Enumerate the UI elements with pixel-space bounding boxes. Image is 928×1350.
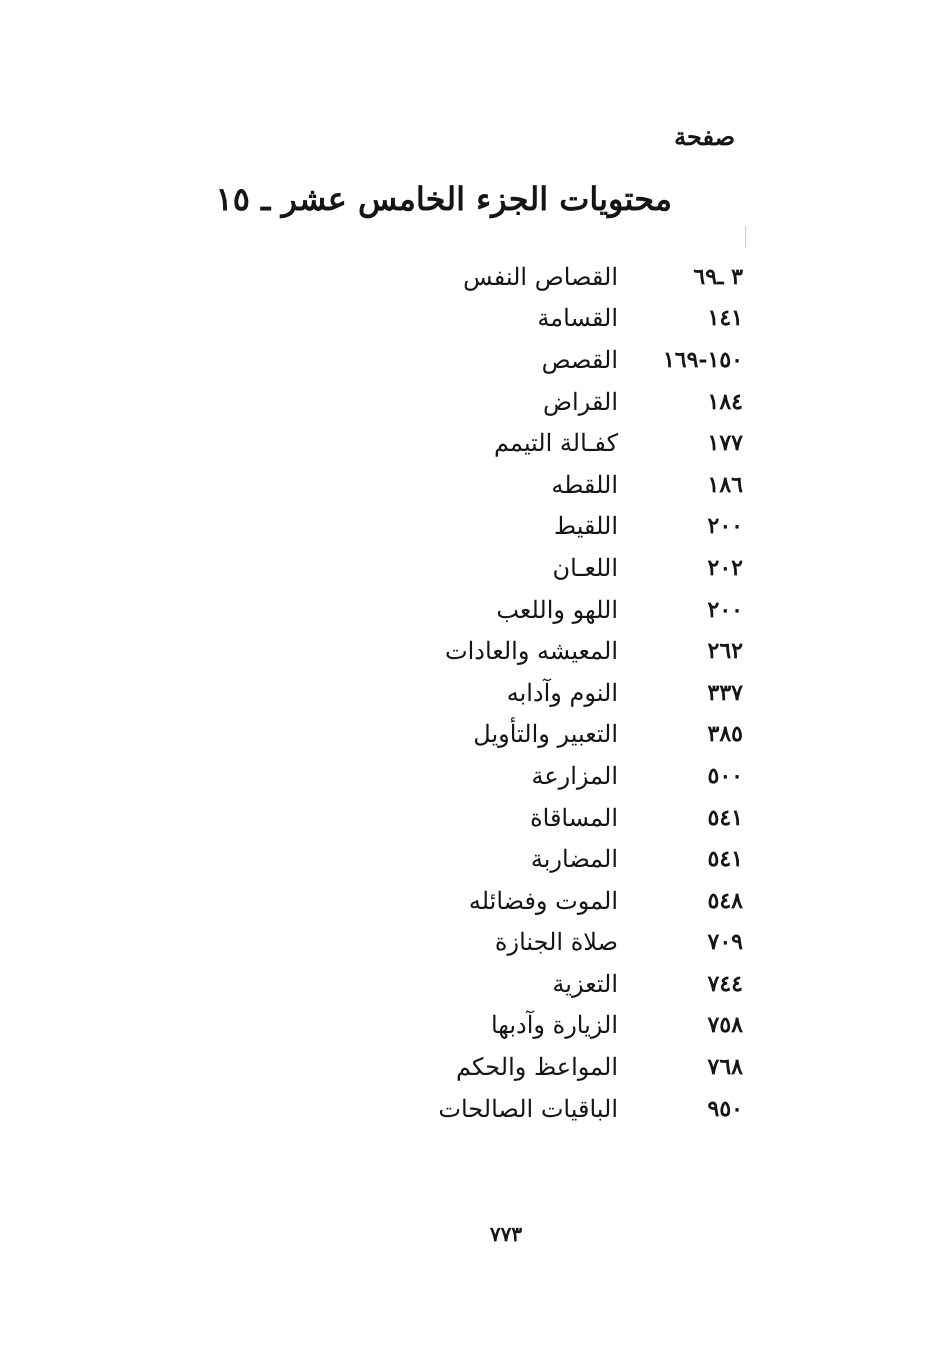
toc-row xyxy=(223,880,743,922)
table-of-contents xyxy=(223,256,743,1129)
toc-row xyxy=(223,1005,743,1047)
toc-row xyxy=(223,298,743,340)
toc-page-number: ٣٣٧ xyxy=(707,679,743,706)
toc-topic: التعزية xyxy=(552,969,618,998)
toc-page-number: ١٨٦ xyxy=(707,471,743,498)
toc-row xyxy=(223,755,743,797)
toc-row xyxy=(223,381,743,423)
toc-page-number: ٥٤٨ xyxy=(707,887,743,914)
toc-page-number: ١٨٤ xyxy=(707,388,743,415)
toc-row xyxy=(223,1088,743,1130)
toc-page-number: ٧٦٨ xyxy=(707,1054,743,1081)
margin-mark xyxy=(745,226,746,248)
toc-row xyxy=(223,630,743,672)
toc-topic: النوم وآدابه xyxy=(506,678,618,707)
toc-page-number: ٣ ـ٦٩ xyxy=(693,263,743,290)
toc-row xyxy=(223,589,743,631)
toc-row xyxy=(223,797,743,839)
page-column-heading: صفحة xyxy=(674,122,735,151)
toc-row xyxy=(223,672,743,714)
toc-page-number: ٥٠٠ xyxy=(707,762,743,789)
toc-page-number: ٧٤٤ xyxy=(707,970,743,997)
toc-page-number: ٩٥٠ xyxy=(707,1095,743,1122)
toc-row xyxy=(223,506,743,548)
toc-row xyxy=(223,422,743,464)
toc-page-number: ٧٠٩ xyxy=(707,929,743,956)
toc-topic: اللقيط xyxy=(553,512,618,541)
toc-topic: القصص xyxy=(541,345,618,374)
toc-page-number: ١٤١ xyxy=(707,305,743,332)
toc-page-number: ٢٠٠ xyxy=(707,596,743,623)
toc-topic: اللعـان xyxy=(552,553,618,582)
toc-page-number: ٧٥٨ xyxy=(707,1012,743,1039)
toc-topic: المساقاة xyxy=(530,803,618,832)
toc-page-number: ٢٦٢ xyxy=(707,638,743,665)
toc-topic: كفـالة التيمم xyxy=(493,429,618,458)
toc-row xyxy=(223,922,743,964)
toc-row xyxy=(223,1046,743,1088)
toc-topic: الزيارة وآدبها xyxy=(490,1011,618,1040)
toc-page-number: ٢٠٢ xyxy=(707,554,743,581)
toc-topic: المزارعة xyxy=(531,761,618,790)
toc-page-number: ٥٤١ xyxy=(707,804,743,831)
toc-row xyxy=(223,547,743,589)
toc-topic: القراض xyxy=(542,387,618,416)
toc-page-number: ٥٤١ xyxy=(707,846,743,873)
toc-page-number: ١٥٠-١٦٩ xyxy=(662,346,743,373)
toc-page-number: ٣٨٥ xyxy=(707,721,743,748)
toc-row xyxy=(223,714,743,756)
toc-topic: اللهو واللعب xyxy=(496,595,618,624)
toc-row xyxy=(223,256,743,298)
toc-topic: الباقيات الصالحات xyxy=(438,1094,618,1123)
toc-page-number: ١٧٧ xyxy=(707,430,743,457)
toc-topic: الموت وفضائله xyxy=(468,886,618,915)
toc-topic: التعبير والتأويل xyxy=(473,720,618,749)
toc-row xyxy=(223,464,743,506)
toc-topic: القسامة xyxy=(537,304,618,333)
toc-topic: المعيشه والعادات xyxy=(445,637,618,666)
page-folio-number: ٧٧٣ xyxy=(489,1222,523,1246)
toc-topic: اللقطه xyxy=(551,470,618,499)
toc-row xyxy=(223,339,743,381)
toc-row xyxy=(223,838,743,880)
toc-topic: القصاص النفس xyxy=(463,262,618,291)
volume-title: محتويات الجزء الخامس عشر ـ ١٥ xyxy=(215,180,672,218)
toc-page-number: ٢٠٠ xyxy=(707,513,743,540)
toc-topic: المضاربة xyxy=(530,845,618,874)
toc-row xyxy=(223,963,743,1005)
toc-topic: المواعظ والحكم xyxy=(456,1053,618,1082)
toc-topic: صلاة الجنازة xyxy=(494,928,618,957)
